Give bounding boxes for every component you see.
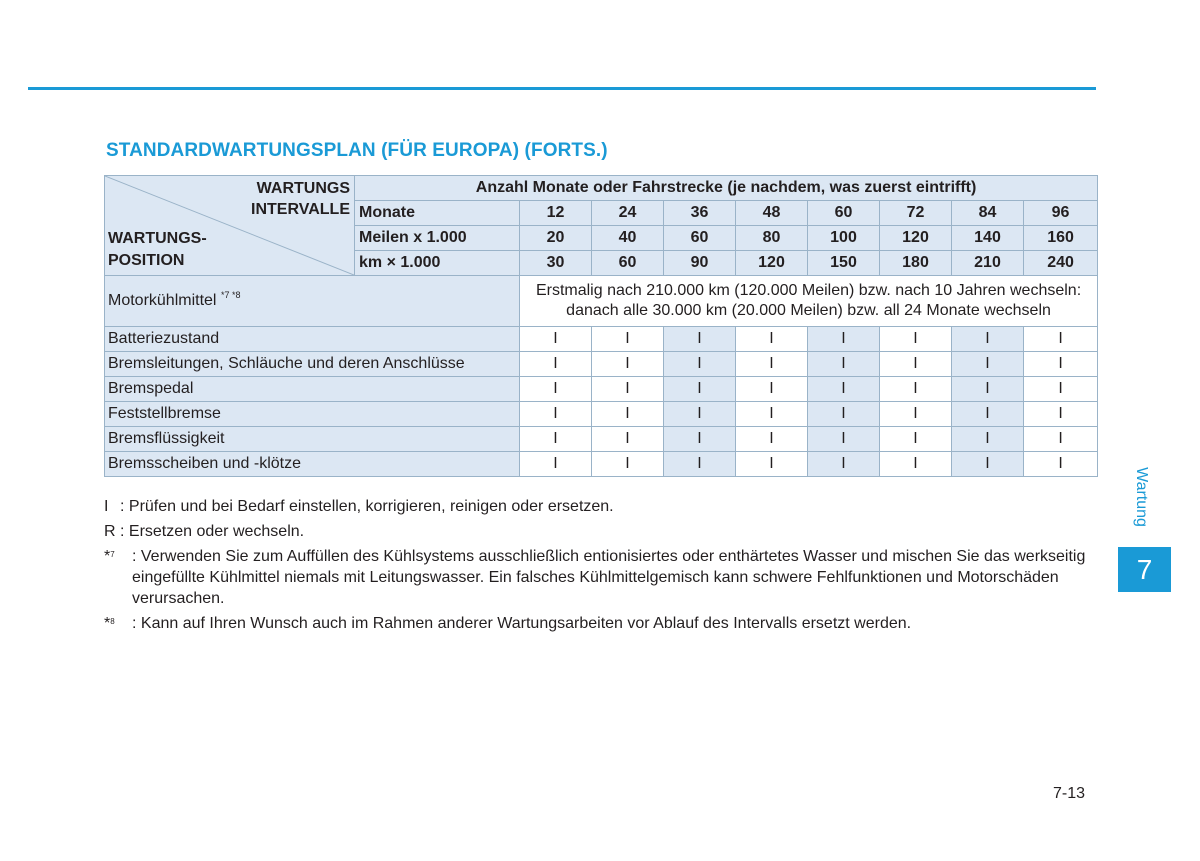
interval-unit-label: Meilen x 1.000 [355,226,520,251]
position-heading-line: WARTUNGS- [108,230,207,247]
maintenance-item-label: Bremspedal [105,377,520,402]
section-tab-label: Wartung [1133,467,1150,527]
maintenance-item-label: Bremsleitungen, Schläuche und deren Anschlüsse [105,352,520,377]
schedule-cell: I [592,427,664,452]
coolant-note-line: danach alle 30.000 km (20.000 Meilen) bzw. all 24 Monate wechseln [566,302,1051,319]
interval-value: 40 [592,226,664,251]
schedule-cell: I [1024,402,1098,427]
schedule-cell: I [952,327,1024,352]
schedule-cell: I [880,452,952,477]
interval-value: 48 [736,201,808,226]
schedule-cell: I [592,377,664,402]
schedule-cell: I [664,327,736,352]
coolant-footnote-ref: *7 *8 [220,290,241,300]
interval-value: 80 [736,226,808,251]
footnote-key [104,546,115,567]
footnote [104,521,1097,542]
schedule-cell: I [736,452,808,477]
schedule-cell: I [520,377,592,402]
interval-value: 30 [520,251,592,276]
schedule-cell: I [736,427,808,452]
interval-value: 100 [808,226,880,251]
schedule-cell: I [520,427,592,452]
schedule-cell: I [520,452,592,477]
schedule-cell: I [808,352,880,377]
table-row [105,352,1098,377]
top-rule [28,87,1096,90]
footnote-text: : Kann auf Ihren Wunsch auch im Rahmen anderer Wartungsarbeiten vor Ablauf des Intervalls ersetzt werden. [132,615,912,632]
interval-unit-label: Monate [355,201,520,226]
interval-value: 140 [952,226,1024,251]
interval-value: 180 [880,251,952,276]
interval-value: 60 [808,201,880,226]
interval-value: 160 [1024,226,1098,251]
interval-value: 90 [664,251,736,276]
schedule-cell: I [952,427,1024,452]
maintenance-item-label: Bremsscheiben und -klötze [105,452,520,477]
table-row [105,377,1098,402]
interval-value: 96 [1024,201,1098,226]
schedule-cell: I [880,427,952,452]
coolant-label-cell [105,276,520,327]
schedule-cell: I [808,327,880,352]
footnote [104,613,1097,634]
interval-heading-line: WARTUNGS [256,180,350,197]
schedule-cell: I [592,352,664,377]
schedule-cell: I [664,452,736,477]
schedule-cell: I [520,402,592,427]
footnote-symbol: R [104,523,116,540]
footnote-key [104,496,108,517]
maintenance-table [104,175,1098,477]
interval-value: 20 [520,226,592,251]
schedule-cell: I [736,402,808,427]
footnote-key [104,613,115,634]
schedule-cell: I [592,452,664,477]
interval-value: 60 [664,226,736,251]
maintenance-item-label: Batteriezustand [105,327,520,352]
footnote [104,546,1097,609]
schedule-cell: I [952,402,1024,427]
interval-value: 84 [952,201,1024,226]
table-row [105,452,1098,477]
schedule-cell: I [1024,377,1098,402]
footnote-text: : Verwenden Sie zum Auffüllen des Kühlsystems ausschließlich entionisiertes oder enthärtetes Wasser und mischen Sie das werkseitig eingefüllte Kühlmittel niemals mit Leitungswasser. Ein falsches Kühlmittelgemisch kann schwere Fehlfunktionen und Motorschäden verursachen. [132,548,1086,607]
schedule-cell: I [664,427,736,452]
schedule-cell: I [808,427,880,452]
footnote-key [104,521,116,542]
interval-value: 72 [880,201,952,226]
schedule-cell: I [808,452,880,477]
position-heading [108,228,207,272]
footnote-text: : Prüfen und bei Bedarf einstellen, korrigieren, reinigen oder ersetzen. [120,498,614,515]
table-row [105,427,1098,452]
schedule-cell: I [664,402,736,427]
page-number: 7-13 [1053,785,1086,802]
schedule-cell: I [1024,452,1098,477]
schedule-cell: I [664,377,736,402]
corner-cell [105,176,355,276]
interval-value: 60 [592,251,664,276]
schedule-cell: I [592,402,664,427]
footnote-number: 7 [110,550,115,559]
coolant-note [520,276,1098,327]
interval-unit-label: km × 1.000 [355,251,520,276]
schedule-cell: I [952,452,1024,477]
coolant-note-line: Erstmalig nach 210.000 km (120.000 Meilen) bzw. nach 10 Jahren wechseln: [535,282,1082,299]
schedule-cell: I [1024,427,1098,452]
interval-value: 120 [880,226,952,251]
interval-value: 36 [664,201,736,226]
schedule-cell: I [952,352,1024,377]
schedule-cell: I [880,352,952,377]
schedule-cell: I [736,377,808,402]
table-header-row [105,176,1098,201]
interval-span-header: Anzahl Monate oder Fahrstrecke (je nachdem, was zuerst eintrifft) [355,176,1098,201]
interval-value: 210 [952,251,1024,276]
footnote-text: : Ersetzen oder wechseln. [120,523,305,540]
interval-value: 24 [592,201,664,226]
schedule-cell: I [880,327,952,352]
footnote-number: 8 [110,617,115,626]
interval-heading [251,178,350,220]
footnote [104,496,1097,517]
schedule-cell: I [736,327,808,352]
interval-heading-line: INTERVALLE [251,201,350,218]
interval-value: 12 [520,201,592,226]
maintenance-item-label: Bremsflüssigkeit [105,427,520,452]
schedule-cell: I [880,402,952,427]
schedule-cell: I [592,327,664,352]
footnote-symbol: I [104,498,109,515]
schedule-cell: I [808,377,880,402]
maintenance-item-label: Feststellbremse [105,402,520,427]
interval-value: 150 [808,251,880,276]
schedule-cell: I [1024,327,1098,352]
schedule-cell: I [880,377,952,402]
coolant-row [105,276,1098,327]
schedule-cell: I [736,352,808,377]
schedule-cell: I [664,352,736,377]
schedule-cell: I [520,352,592,377]
interval-value: 240 [1024,251,1098,276]
schedule-cell: I [1024,352,1098,377]
schedule-cell: I [520,327,592,352]
footnotes [104,496,1097,638]
table-row [105,327,1098,352]
footnote-symbol: * [104,548,111,565]
page-title: STANDARDWARTUNGSPLAN (FÜR EUROPA) (FORTS.) [106,140,608,161]
footnote-symbol: * [104,615,111,632]
schedule-cell: I [808,402,880,427]
position-heading-line: POSITION [108,252,185,269]
table-row [105,402,1098,427]
chapter-tab: 7 [1118,547,1171,592]
schedule-cell: I [952,377,1024,402]
coolant-label: Motorkühlmittel [108,292,217,309]
interval-value: 120 [736,251,808,276]
